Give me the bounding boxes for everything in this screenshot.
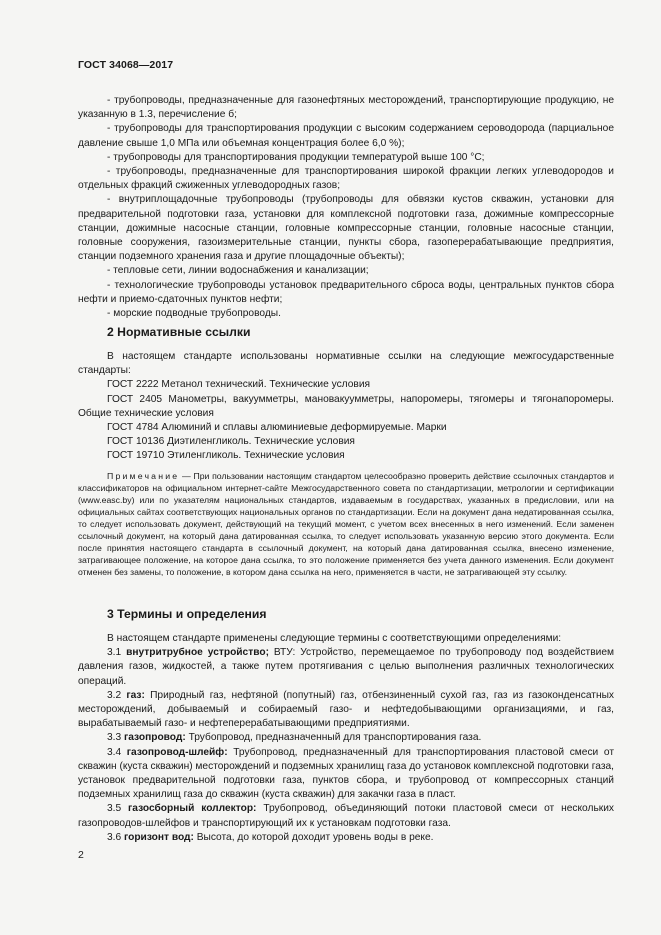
list-item: - трубопроводы, предназначенные для транспортирования широкой фракции легких углеводородов и отдельных фракций сжиженных углеводородных газов; [78, 166, 614, 192]
term-definition: 3.2 газ: Природный газ, нефтяной (попутный) газ, отбензиненный сухой газ, газ из газоконденсатных месторождений, добываемый и собираемый газо- и нефтедобывающими организациями, и газ, вырабатываемый газо- и нефтеперерабатывающими предприятиями. [78, 689, 614, 730]
term-definition: 3.4 газопровод-шлейф: Трубопровод, предназначенный для транспортирования пластовой смеси от скважин (куста скважин) месторождений и подземных хранилищ газа до установок комплексной подготовки газа, установок предварительной подготовки газа, пунктов сбора, и трубопровод от компрессорных станций подземных хранилищ газа до скважин (куста скважин) для закачки газа в пласт. [78, 746, 614, 801]
term-name: газосборный коллектор: [128, 803, 257, 815]
note-paragraph [78, 470, 614, 579]
list-item: - трубопроводы для транспортирования продукции температурой выше 100 °С; [107, 151, 485, 163]
reference-item: ГОСТ 2222 Метанол технический. Технические условия [107, 379, 371, 391]
reference-item: ГОСТ 4784 Алюминий и сплавы алюминиевые деформируемые. Марки [107, 422, 447, 434]
list-item: - технологические трубопроводы установок предварительного сброса воды, центральных пунктов сбора нефти и приемо-сдаточных пунктов нефти; [78, 279, 614, 305]
term-name: горизонт вод: [124, 831, 194, 843]
list-item: - трубопроводы для транспортирования продукции с высоким содержанием сероводорода (парциальное давление свыше 1,0 МПа или объемная концентрация более 6,0 %); [78, 123, 614, 149]
list-item: - внутриплощадочные трубопроводы (трубопроводы для обвязки кустов скважин, установки для предварительной подготовки газа, установки для комплексной подготовки газа, дожимные компрессорные станции, дожимные насосные станции, головные компрессорные станции, головные насосные станции, головные сооружения, газоизмерительные станции, пункты сбора, газоперерабатывающие предприятия, станции подземного хранения газа и другие площадочные объекты); [78, 194, 614, 263]
exclusion-list [78, 94, 614, 321]
list-item: - морские подводные трубопроводы. [107, 308, 281, 320]
document-code: ГОСТ 34068—2017 [78, 59, 174, 71]
term-definition: 3.5 газосборный коллектор: Трубопровод, объединяющий потоки пластовой смеси от нескольких газопроводов-шлейфов и транспортирующий их к установкам подготовки газа. [78, 803, 614, 829]
term-name: внутритрубное устройство; [126, 647, 269, 659]
reference-item: ГОСТ 2405 Манометры, вакуумметры, мановакуумметры, напоромеры, тягомеры и тягонапоромеры. Общие технические условия [78, 393, 614, 419]
section-3-body [78, 632, 614, 845]
list-item: - тепловые сети, линии водоснабжения и канализации; [107, 265, 369, 277]
note-label: Примечание [107, 470, 180, 481]
reference-item: ГОСТ 19710 Этиленгликоль. Технические условия [107, 450, 345, 462]
term-definition: 3.6 горизонт вод: Высота, до которой доходит уровень воды в реке. [107, 831, 434, 843]
term-name: газопровод: [124, 732, 186, 744]
list-item: - трубопроводы, предназначенные для газонефтяных месторождений, транспортирующие продукцию, не указанную в 1.3, перечисление б; [78, 95, 614, 121]
term-definition: 3.3 газопровод: Трубопровод, предназначенный для транспортирования газа. [107, 732, 482, 744]
reference-item: ГОСТ 10136 Диэтиленгликоль. Технические условия [107, 436, 355, 448]
section-2-body [78, 350, 614, 578]
note-text: — При пользовании настоящим стандартом целесообразно проверить действие ссылочных стандартов и классификаторов на официальном интернет-сайте Межгосударственного совета по стандартизации, метрологии и сертификации (www.easc.by) или по указателям национальных стандартов, издаваемым в государствах, указанных в предисловии, или на официальных сайтах соответствующих национальных органов по стандартизации. Если на документ дана недатированная ссылка, то следует использовать документ, действующий на текущий момент, с учетом всех внесенных в него изменений. Если заменен ссылочный документ, на который дана датированная ссылка, то следует использовать указанную версию этого документа. Если после принятия настоящего стандарта в ссылочный документ, на который дана датированная ссылка, внесено изменение, затрагивающее положение, на которое дана ссылка, то это положение применяется без учета данного изменения. Если документ отменен без замены, то положение, в котором дана ссылка на него, применяется в части, не затрагивающей эту ссылку. [78, 470, 614, 578]
term-name: газ: [126, 689, 145, 701]
section-3-intro: В настоящем стандарте применены следующие термины с соответствующими определениями: [107, 633, 562, 644]
term-name: газопровод-шлейф: [126, 746, 228, 758]
term-definition: 3.1 внутритрубное устройство; ВТУ: Устройство, перемещаемое по трубопроводу под воздействием давления газов, жидкостей, а также путем протягивания с целью выполнения различных технологических операций. [78, 647, 614, 687]
section-2-heading: 2 Нормативные ссылки [107, 325, 251, 339]
page-number: 2 [78, 849, 84, 861]
section-2-intro: В настоящем стандарте использованы нормативные ссылки на следующие межгосударственные стандарты: [78, 351, 614, 377]
section-3-heading: 3 Термины и определения [107, 607, 267, 621]
